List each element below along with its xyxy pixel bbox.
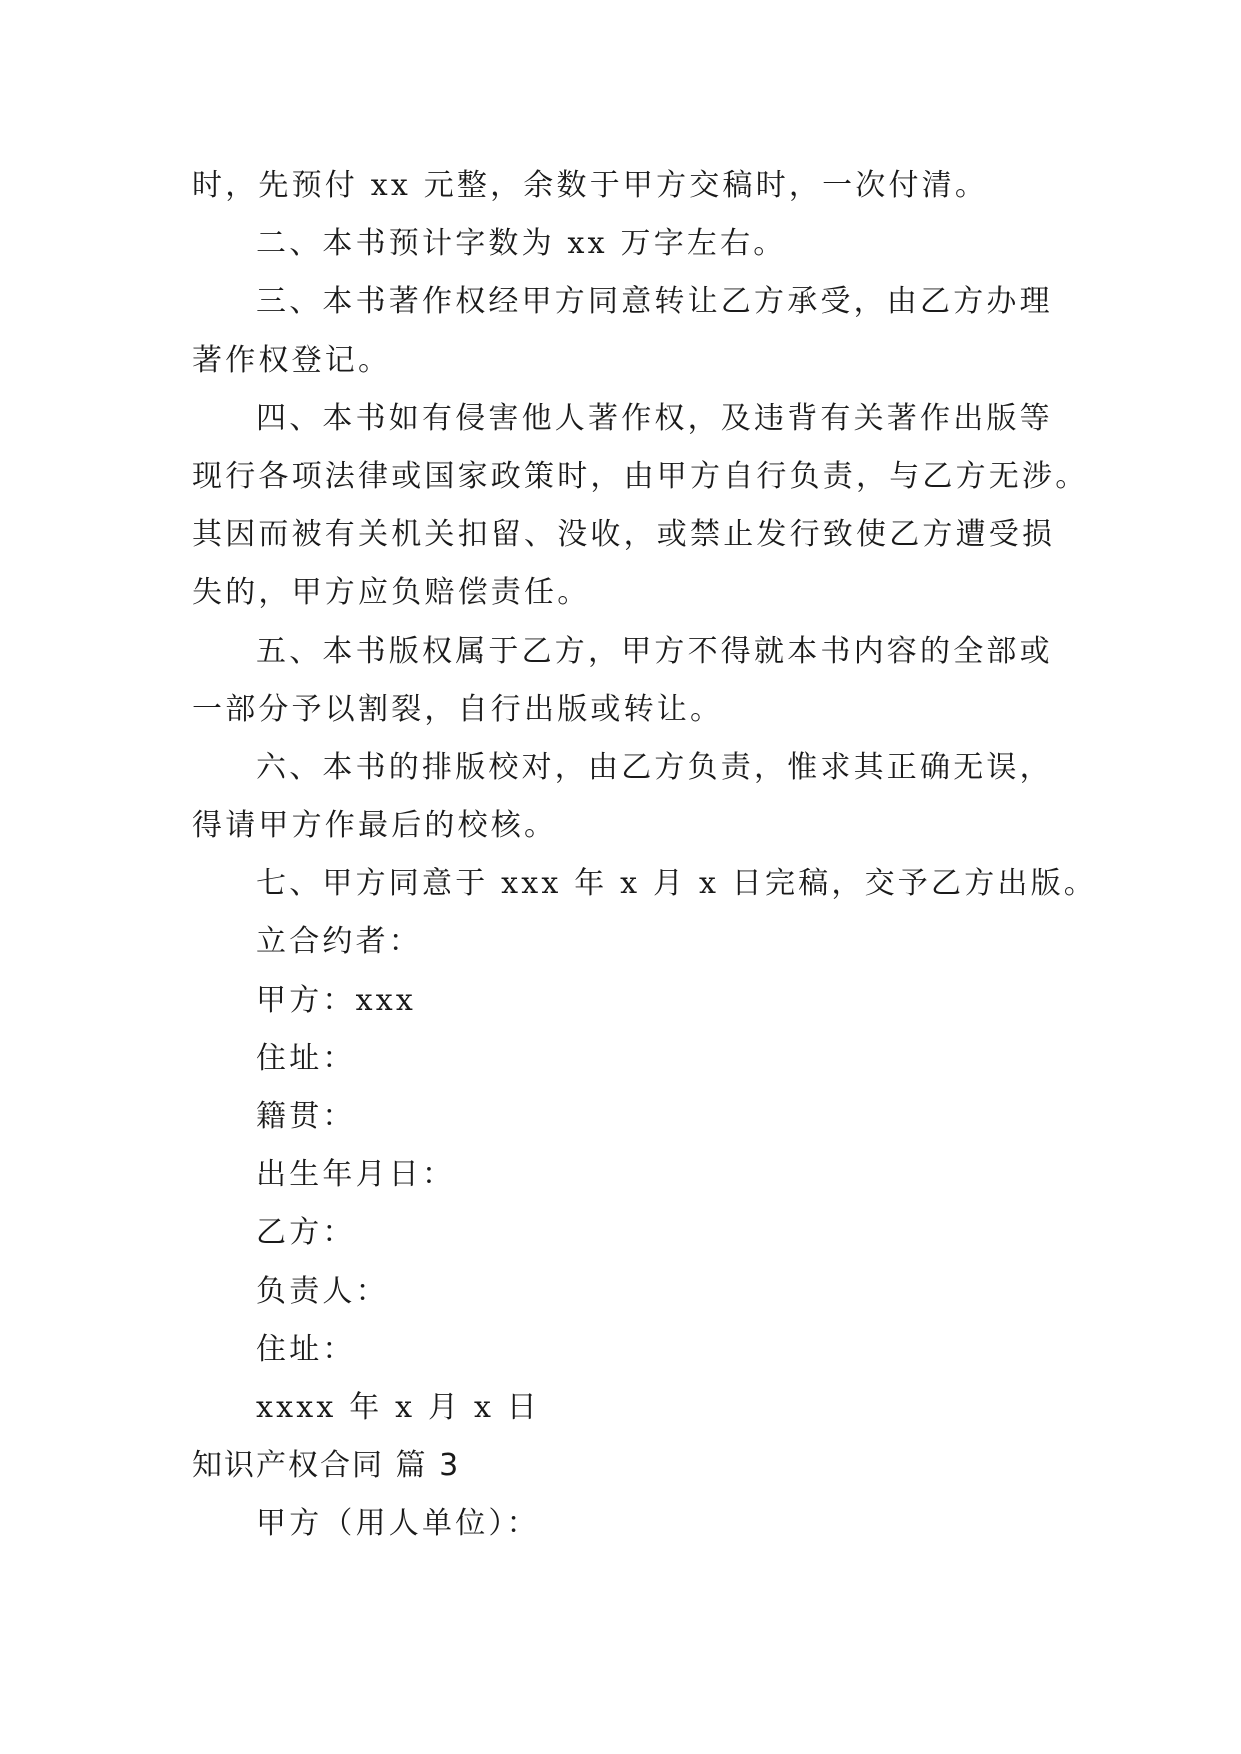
document-page [192,157,1098,1554]
birth-date-field: 出生年月日： [256,1157,456,1193]
clause-2: 二、本书预计字数为 xx 万字左右。 [256,226,787,262]
address-field: 住址： [256,1331,356,1367]
text-line: 一部分予以割裂，自行出版或转让。 [192,691,724,727]
text-line: 失的，甲方应负赔偿责任。 [192,575,591,611]
clause-4: 四、本书如有侵害他人著作权，及违背有关著作出版等 [256,400,1053,436]
text-line: 时，先预付 xx 元整，余数于甲方交稿时，一次付清。 [192,168,989,203]
text-line: 著作权登记。 [192,342,392,378]
party-a-employer-field: 甲方（用人单位）： [256,1506,540,1542]
clause-6: 六、本书的排版校对，由乙方负责，惟求其正确无误， [256,749,1053,785]
text-line: 得请甲方作最后的校核。 [192,808,558,844]
party-a-field: 甲方：xxx [256,982,416,1018]
native-place-field: 籍贯： [256,1099,356,1134]
text-line: 现行各项法律或国家政策时，由甲方自行负责，与乙方无涉。 [192,458,1089,494]
date-line: xxxx 年 x 月 x 日 [256,1389,540,1425]
address-field: 住址： [256,1040,356,1076]
responsible-person-field: 负责人： [256,1273,389,1309]
text-line: 其因而被有关机关扣留、没收，或禁止发行致使乙方遭受损 [192,517,1056,553]
section-heading: 知识产权合同 篇 3 [192,1448,461,1484]
clause-5: 五、本书版权属于乙方，甲方不得就本书内容的全部或 [256,633,1053,669]
signatories-label: 立合约者： [256,924,422,960]
clause-7: 七、甲方同意于 xxx 年 x 月 x 日完稿，交予乙方出版。 [256,866,1098,902]
clause-3: 三、本书著作权经甲方同意转让乙方承受，由乙方办理 [256,284,1053,320]
party-b-field: 乙方： [256,1215,356,1251]
